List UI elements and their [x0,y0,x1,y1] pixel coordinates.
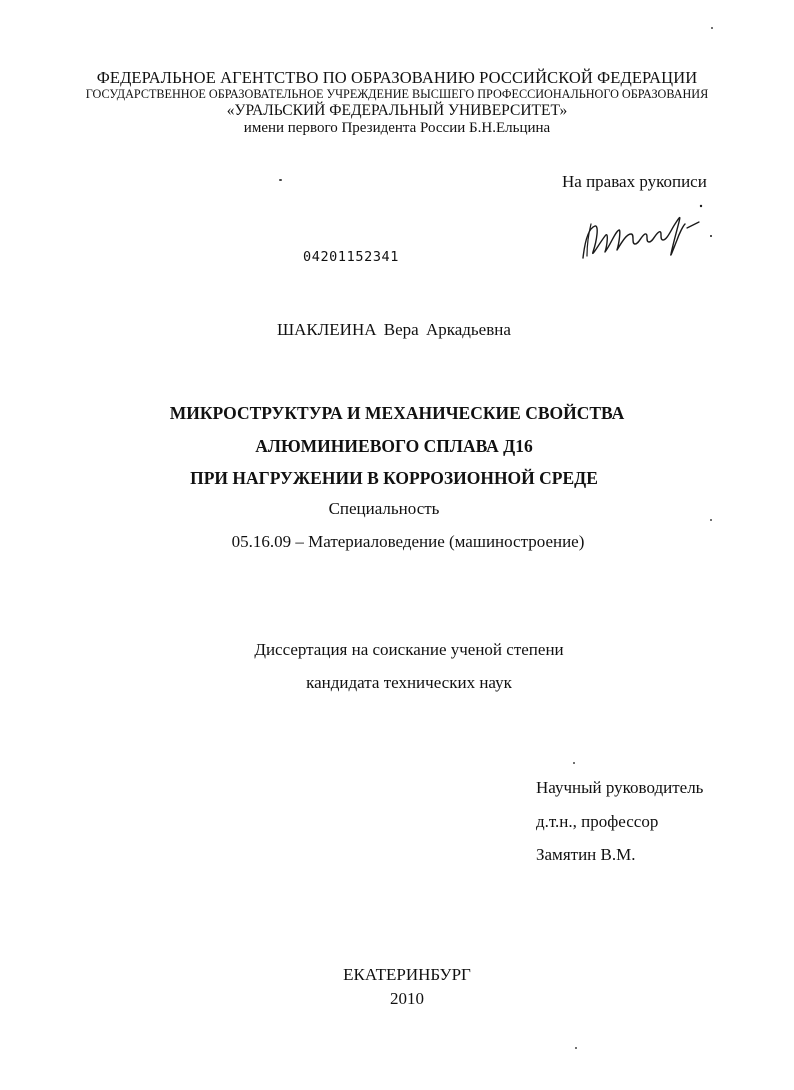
scan-speck [573,762,575,764]
header-named-after: имени первого Президента России Б.Н.Ельцина [243,120,551,136]
specialty-label: Специальность [328,499,440,518]
header-university: «УРАЛЬСКИЙ ФЕДЕРАЛЬНЫЙ УНИВЕРСИТЕТ» [226,102,568,119]
title-line-2: АЛЮМИНИЕВОГО СПЛАВА Д16 [255,436,533,456]
advisor-role: Научный руководитель [536,778,704,797]
year: 2010 [390,989,424,1008]
header-agency: ФЕДЕРАЛЬНОЕ АГЕНТСТВО ПО ОБРАЗОВАНИЮ РОССИЙСКОЙ ФЕДЕРАЦИИ [96,68,698,87]
title-line-3: ПРИ НАГРУЖЕНИИ В КОРРОЗИОННОЙ СРЕДЕ [190,468,598,488]
scan-speck [575,1047,577,1049]
advisor-name: Замятин В.М. [536,845,636,864]
specialty-code: 05.16.09 – Материаловедение (машиностроение) [231,532,585,551]
city: ЕКАТЕРИНБУРГ [343,965,471,984]
title-line-1: МИКРОСТРУКТУРА И МЕХАНИЧЕСКИЕ СВОЙСТВА [169,403,625,423]
dissertation-line-1: Диссертация на соискание ученой степени [254,640,564,659]
signature-icon [575,200,715,270]
manuscript-rights: На правах рукописи [562,172,707,191]
scan-speck [711,27,713,29]
inventory-number: 04201152341 [303,249,400,265]
dissertation-line-2: кандидата технических наук [306,673,512,692]
author-name: ШАКЛЕИНА Вера Аркадьевна [277,320,511,339]
advisor-degree: д.т.н., профессор [536,812,659,831]
header-institution-type: ГОСУДАРСТВЕННОЕ ОБРАЗОВАТЕЛЬНОЕ УЧРЕЖДЕНИЕ ВЫСШЕГО ПРОФЕССИОНАЛЬНОГО ОБРАЗОВАНИЯ [85,87,709,101]
scan-speck [279,179,282,181]
scan-speck [710,519,712,521]
